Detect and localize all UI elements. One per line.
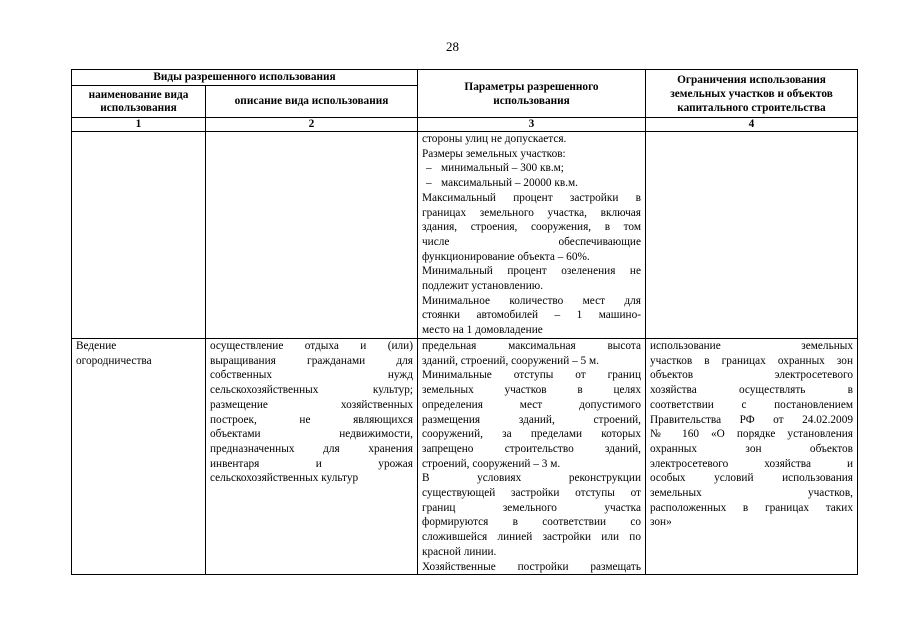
- row2-params-line: размещения зданий, строений,: [422, 413, 641, 426]
- row1-params-line: стороны улиц не допускается.: [422, 133, 567, 145]
- row1-params-line: подлежит установлению.: [422, 280, 544, 293]
- row2-description-cell: [206, 339, 418, 575]
- row2-params-line: сложившейся линией застройки или по: [422, 531, 641, 544]
- row2-restrictions-line: охранных зон объектов: [650, 442, 853, 455]
- row1-params-line: функционирование объекта – 60%.: [422, 250, 590, 263]
- row1-restrictions-cell: [646, 132, 858, 339]
- row2-desc-line: построек, не являющихся: [210, 413, 413, 426]
- row1-params-line: стоянки автомобилей – 1 машино-: [422, 309, 641, 322]
- row2-restrictions-line: Правительства РФ от 24.02.2009: [650, 413, 853, 426]
- header-row-1: [72, 70, 858, 86]
- row2-params-line: Минимальные отступы от границ: [422, 369, 641, 382]
- row2-params-line: определения мест допустимого: [422, 398, 641, 411]
- row1-params-line: Размеры земельных участков:: [422, 147, 566, 160]
- row2-restrictions-line: объектов электросетевого: [650, 369, 853, 382]
- row2-desc-line: размещение хозяйственных: [210, 398, 413, 411]
- land-use-table: [71, 69, 858, 575]
- row2-params-line: запрещено строительство зданий,: [422, 442, 641, 455]
- row1-params-cell: [418, 132, 646, 339]
- row2-restrictions-line: электросетевого хозяйства и: [650, 457, 853, 470]
- list-dash: –: [426, 177, 432, 190]
- row1-params-line: место на 1 домовладение: [422, 324, 543, 337]
- row2-params-line: земельных участков в целях: [422, 384, 641, 397]
- row1-description-cell: [206, 132, 418, 339]
- row1-params-line: границах земельного участка, включая: [422, 206, 641, 219]
- row1-params-line: [422, 161, 641, 176]
- row2-desc-line: объектами недвижимости,: [210, 428, 413, 441]
- table-row-continued: [72, 132, 858, 339]
- row2-params-line: существующей застройки отступы от: [422, 487, 641, 500]
- col-number-1: 1: [72, 118, 206, 132]
- row1-params-list-item: максимальный – 20000 кв.м.: [441, 177, 578, 190]
- row2-name-line: Ведение: [76, 340, 117, 352]
- row2-params-line: границ земельного участка: [422, 501, 641, 514]
- row2-params-line: формируются в соответствии со: [422, 516, 641, 529]
- row2-restrictions-line: использование земельных: [650, 340, 853, 352]
- row2-restrictions-line: зон»: [650, 516, 672, 529]
- column-numbers-row: [72, 118, 858, 132]
- row2-params-line: Хозяйственные постройки размещать: [422, 560, 641, 573]
- row2-desc-line: сельскохозяйственных культур;: [210, 384, 413, 397]
- row2-params-line: красной линии.: [422, 545, 497, 558]
- col3-header: Параметры разрешенного использования: [418, 70, 646, 118]
- row1-params-line: Минимальное количество мест для: [422, 294, 641, 307]
- row2-restrictions-line: участков в границах охранных зон: [650, 354, 853, 367]
- row2-desc-line: собственных нужд: [210, 369, 413, 382]
- row2-restrictions-line: № 160 «О порядке установления: [650, 428, 853, 441]
- row2-restrictions-cell: [646, 339, 858, 575]
- row2-params-line: В условиях реконструкции: [422, 472, 641, 485]
- row2-desc-line: сельскохозяйственных культур: [210, 472, 359, 485]
- page-number: 28: [446, 39, 459, 54]
- row1-params-line: числе обеспечивающие: [422, 235, 641, 248]
- col4-header: Ограничения использования земельных участков и объектов капитального строительства: [646, 70, 858, 118]
- col-number-3: 3: [418, 118, 646, 132]
- row2-desc-line: инвентаря и урожая: [210, 457, 413, 470]
- col2-header: описание вида использования: [206, 86, 418, 118]
- row1-params-line: [422, 176, 641, 191]
- row2-params-line: сооружений, за пределами которых: [422, 428, 641, 441]
- col-number-4: 4: [646, 118, 858, 132]
- row1-params-list-item: минимальный – 300 кв.м;: [441, 162, 564, 175]
- row2-desc-line: осуществление отдыха и (или): [210, 340, 413, 352]
- row2-params-line: зданий, строений, сооружений – 5 м.: [422, 354, 599, 367]
- group-header: Виды разрешенного использования: [72, 70, 418, 86]
- col-number-2: 2: [206, 118, 418, 132]
- row1-params-line: здания, строения, сооружения, в том: [422, 221, 641, 234]
- row1-params-line: Максимальный процент застройки в: [422, 191, 641, 204]
- row2-restrictions-line: хозяйства осуществлять в: [650, 384, 853, 397]
- row1-name-cell: [72, 132, 206, 339]
- row2-restrictions-line: особых условий использования: [650, 472, 853, 485]
- row2-desc-line: выращивания гражданами для: [210, 354, 413, 367]
- list-dash: –: [426, 162, 432, 175]
- col1-header: наименование вида использования: [72, 86, 206, 118]
- row2-params-line: строений, сооружений – 3 м.: [422, 457, 561, 470]
- row2-name-cell: [72, 339, 206, 575]
- row1-params-line: Минимальный процент озеленения не: [422, 265, 641, 278]
- row2-name-line: огородничества: [76, 354, 152, 367]
- row2-restrictions-line: расположенных в границах таких: [650, 501, 853, 514]
- row2-desc-line: предназначенных для хранения: [210, 442, 413, 455]
- row2-params-line: предельная максимальная высота: [422, 340, 641, 352]
- row2-restrictions-line: соответствии с постановлением: [650, 398, 853, 411]
- table-row-gardening: [72, 339, 858, 575]
- row2-restrictions-line: земельных участков,: [650, 487, 853, 500]
- row2-params-cell: [418, 339, 646, 575]
